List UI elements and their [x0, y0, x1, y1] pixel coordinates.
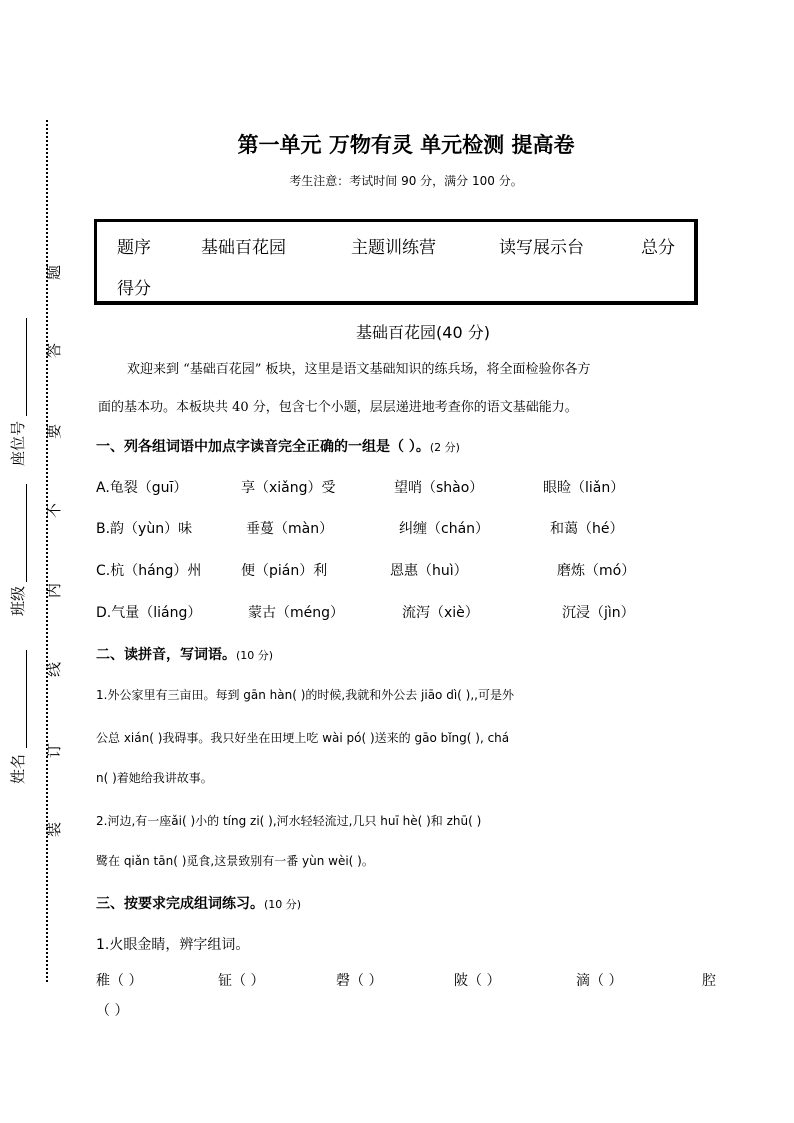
binding-char-6: 线 [45, 661, 64, 678]
binding-char-2: 答 [45, 342, 64, 359]
option-b-3: 纠缠（chán） [399, 521, 490, 537]
option-b-2: 垂蔓（màn） [246, 521, 334, 537]
option-a-4: 眼睑（liǎn） [543, 480, 625, 496]
seat-number-label: 座位号 [9, 420, 27, 466]
option-b-1: B.韵（yùn）味 [96, 521, 193, 537]
question-2-paragraph-1-line-1: 1.外公家里有三亩田。每到 gān hàn( )的时候,我就和外公去 jiāo dì( ),,可是外 [96, 688, 514, 702]
table-header-total: 总分 [641, 238, 675, 258]
option-c-2: 便（pián）利 [241, 563, 328, 579]
question-2-paragraph-1-line-3: n( )着她给我讲故事。 [96, 771, 213, 785]
question-3-stem [96, 893, 301, 913]
binding-char-7: 订 [45, 742, 64, 759]
table-header-order: 题序 [117, 238, 151, 258]
question-3-text: 三、按要求完成组词练习。 [96, 896, 264, 912]
page-title: 第一单元 万物有灵 单元检测 提高卷 [237, 133, 575, 157]
option-c-3: 恩惠（huì） [390, 563, 468, 579]
table-row-score-label: 得分 [117, 279, 151, 299]
option-d-3: 流泻（xiè） [402, 605, 479, 621]
binding-char-5: 内 [45, 582, 64, 599]
binding-char-1: 题 [45, 264, 64, 281]
section-intro-line-1: 欢迎来到 “基础百花园” 板块，这里是语文基础知识的练兵场，将全面检验你各方 [127, 362, 591, 377]
option-a-2: 享（xiǎng）受 [241, 480, 336, 496]
option-a-1: A.龟裂（guī） [96, 480, 188, 496]
question-2-paragraph-2-line-2: 鹭在 qiǎn tān( )觅食,这景致别有一番 yùn wèi( )。 [96, 854, 374, 868]
char-group-6: 腔 [702, 973, 716, 989]
char-group-4: 陂（ ） [454, 973, 501, 989]
question-2-score: (10 分) [236, 649, 274, 662]
name-line[interactable] [26, 650, 27, 748]
binding-char-8: 装 [45, 821, 64, 838]
question-3-sub-1: 1.火眼金睛，辨字组词。 [96, 937, 250, 953]
char-group-1: 稚（ ） [96, 973, 143, 989]
binding-char-4: 不 [45, 502, 64, 519]
char-group-6-blank[interactable]: （ ） [96, 1003, 129, 1019]
question-1-text: 一、列各组词语中加点字读音完全正确的一组是（ ）。 [96, 439, 430, 455]
class-line[interactable] [26, 484, 27, 582]
question-2-paragraph-1-line-2: 公总 xián( )我碍事。我只好坐在田埂上吃 wài pó( )送来的 gāo bǐng( ), chá [96, 731, 510, 745]
option-d-2: 蒙古（méng） [248, 605, 345, 621]
table-header-theme: 主题训练营 [351, 238, 436, 258]
score-table [94, 219, 698, 305]
question-3-score: (10 分) [264, 898, 302, 911]
exam-notice: 考生注意：考试时间 90 分，满分 100 分。 [289, 174, 523, 188]
question-2-text: 二、读拼音，写词语。 [96, 647, 236, 663]
binding-dotted-line [46, 120, 48, 982]
option-a-3: 望哨（shào） [394, 480, 484, 496]
option-c-4: 磨炼（mó） [557, 563, 636, 579]
class-label: 班级 [9, 585, 27, 616]
section-title: 基础百花园(40 分) [356, 323, 490, 342]
section-intro-line-2: 面的基本功。本板块共 40 分，包含七个小题，层层递进地考查你的语文基础能力。 [98, 400, 578, 415]
question-1-stem [96, 436, 460, 456]
option-d-1: D.气量（liáng） [96, 605, 202, 621]
char-group-2: 钲（ ） [218, 973, 265, 989]
char-group-3: 磬（ ） [336, 973, 383, 989]
table-header-reading: 读写展示台 [499, 238, 584, 258]
option-c-1: C.杭（háng）州 [96, 563, 202, 579]
binding-char-3: 要 [45, 423, 64, 440]
char-group-5: 滴（ ） [576, 973, 623, 989]
option-b-4: 和蔼（hé） [550, 521, 624, 537]
name-label: 姓名 [9, 753, 27, 784]
question-2-stem [96, 644, 273, 664]
option-d-4: 沉浸（jìn） [562, 605, 635, 621]
table-header-basic: 基础百花园 [201, 238, 286, 258]
question-2-paragraph-2-line-1: 2.河边,有一座ǎi( )小的 tíng zi( ),河水轻轻流过,几只 huī hè( )和 zhū( ) [96, 814, 482, 828]
question-1-score: (2 分) [429, 441, 460, 454]
